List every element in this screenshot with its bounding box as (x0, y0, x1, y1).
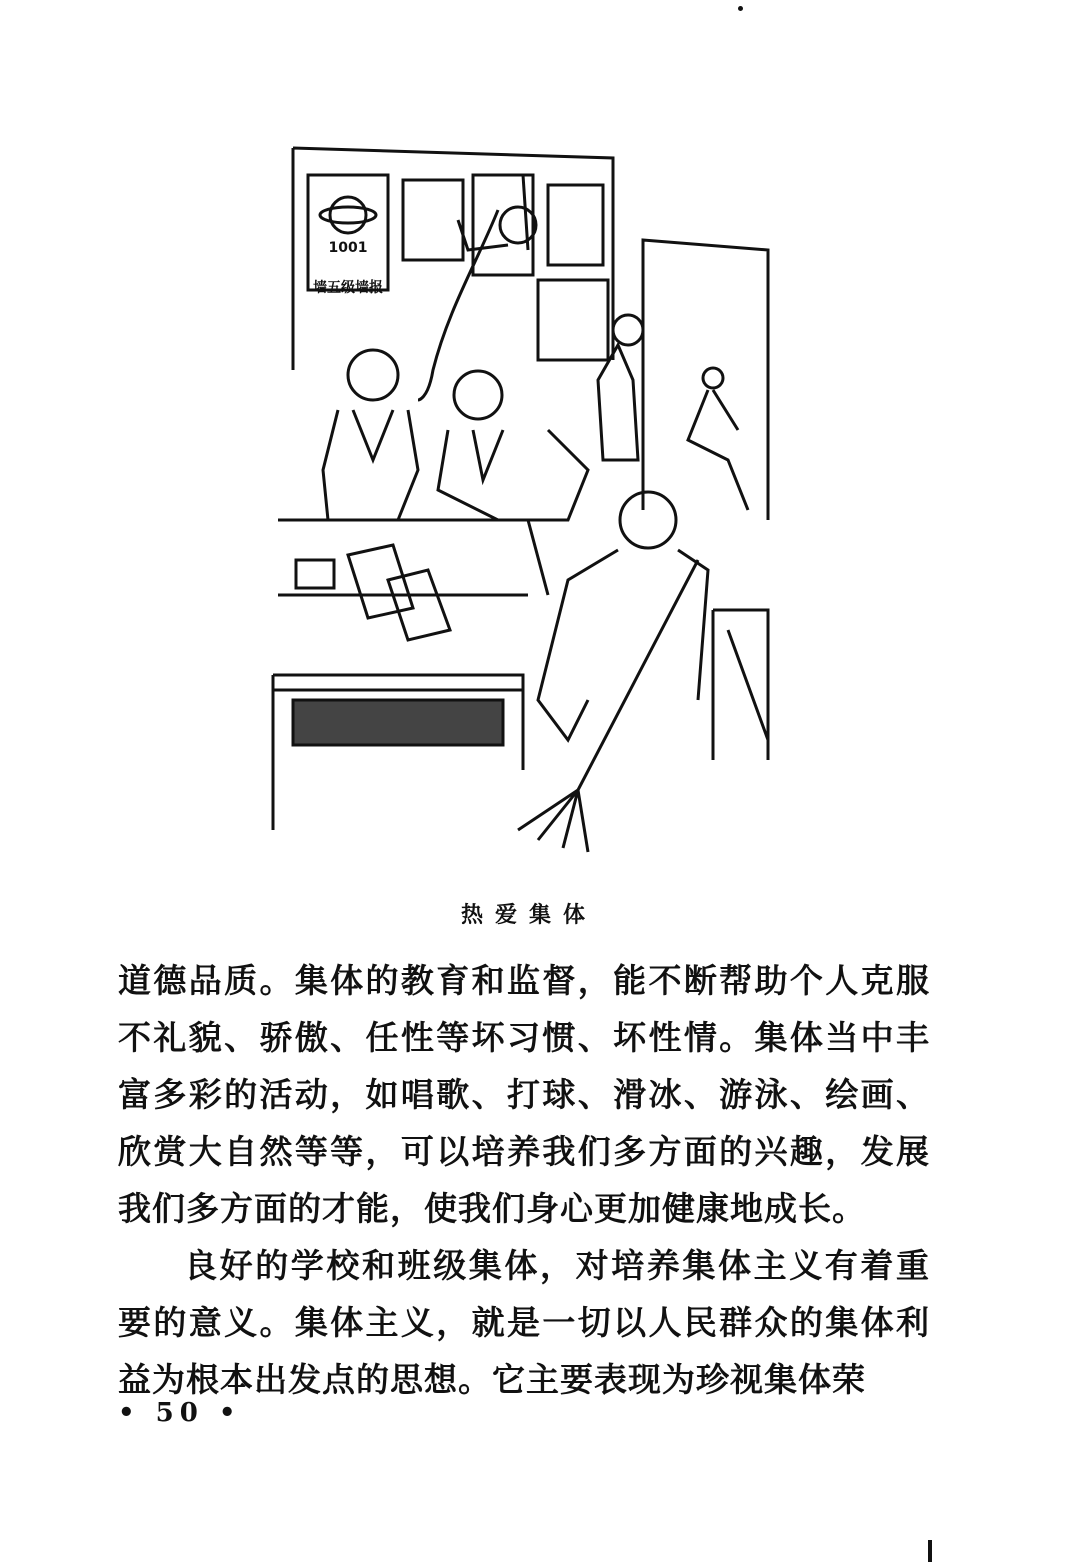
door-frame (643, 240, 768, 520)
desk-lower (273, 675, 523, 830)
speck (738, 6, 743, 11)
illustration-drawing (268, 140, 788, 870)
inkwell-icon (296, 560, 334, 588)
broom-icon (578, 560, 698, 790)
page-number: • 50 • (118, 1398, 242, 1428)
illustration-caption: 热爱集体 (460, 902, 597, 928)
student-background (703, 368, 723, 388)
poster-headline: 1001 (328, 240, 368, 256)
paper-sheet (348, 545, 413, 618)
student-at-door (613, 315, 643, 345)
poster-caption: 墙五级墙报 (313, 280, 383, 296)
poster-atom-icon (330, 197, 366, 233)
student-girl-left (348, 350, 398, 400)
poster-sheet (548, 185, 603, 265)
paper-sheet (388, 570, 450, 640)
classroom-illustration (268, 140, 788, 870)
student-boy-center (454, 371, 502, 419)
desk-right (713, 610, 768, 760)
edge-mark (928, 1540, 932, 1562)
paragraph-1: 道德品质。集体的教育和监督，能不断帮助个人克服不礼貌、骄傲、任性等坏习惯、坏性情。集体当中丰富多彩的活动，如唱歌、打球、滑冰、游泳、绘画、欣赏大自然等等，可以培养我们多方面的兴趣，发展我们多方面的才能，使我们身心更加健康地成长。 (118, 961, 930, 1228)
desk-left (278, 520, 548, 595)
poster-sheet (403, 180, 463, 260)
paragraph-2: 良好的学校和班级集体，对培养集体主义有着重要的意义。集体主义，就是一切以人民群众的集体利益为根本出发点的思想。它主要表现为珍视集体荣 (118, 1246, 930, 1399)
body-text (118, 952, 930, 1408)
student-sweeping (620, 492, 676, 548)
poster-sheet (538, 280, 608, 360)
desk-drawer (293, 700, 503, 745)
